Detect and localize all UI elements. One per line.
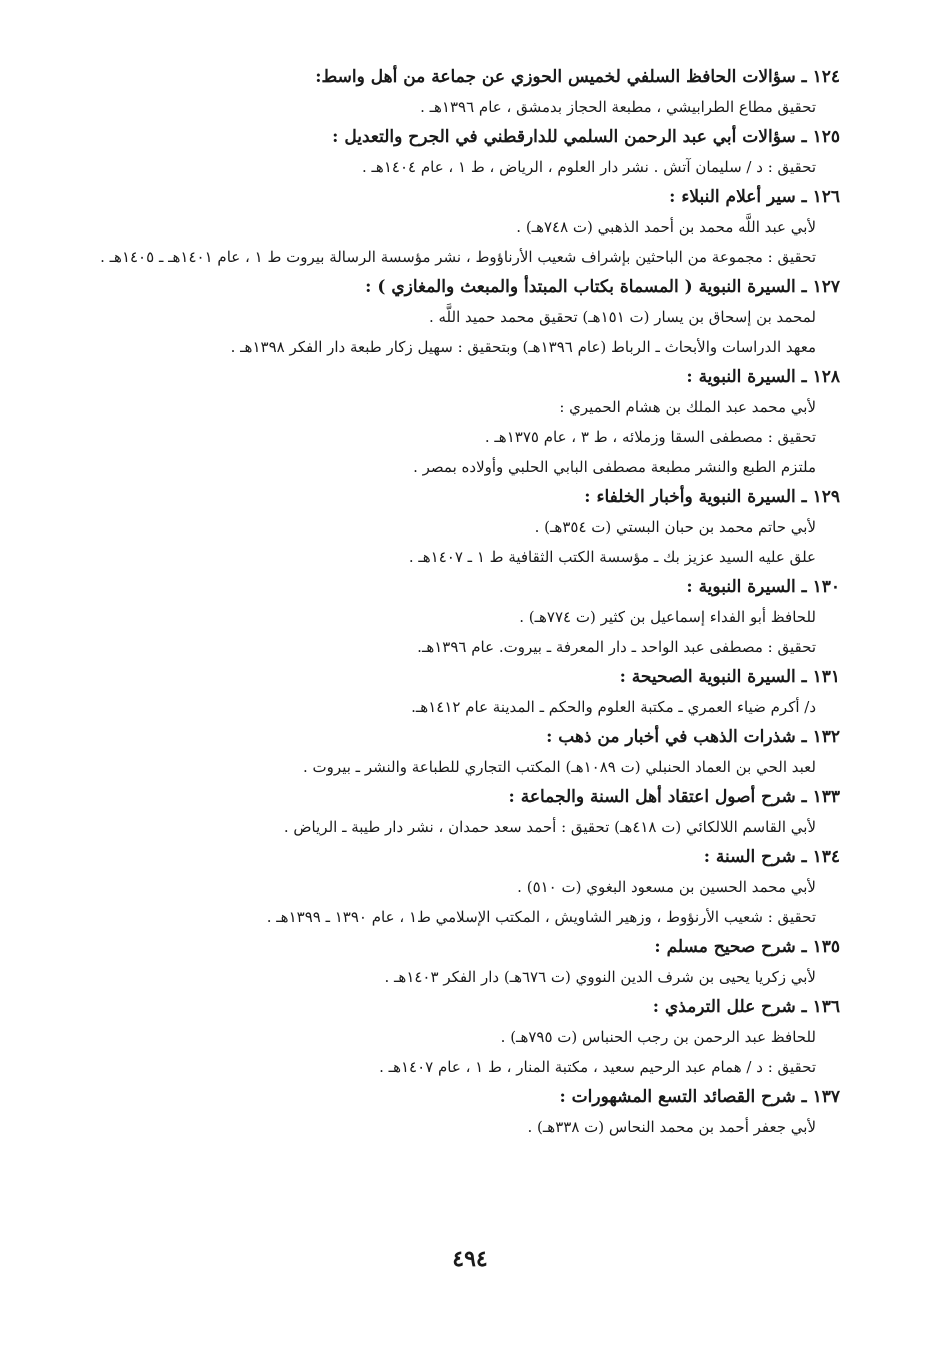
entry-separator: ـ [795, 67, 813, 87]
entry-title [80, 992, 840, 1022]
entry-detail-line: تحقيق : د / سليمان آتش . نشر دار العلوم ، الرياض ، ط ١ ، عام ١٤٠٤هـ . [361, 158, 816, 176]
entry-title-text: شرح السنة : [703, 847, 796, 867]
entry-title-text: السيرة النبوية : [686, 367, 796, 387]
entry-title [80, 62, 840, 92]
entry-title [80, 122, 840, 152]
entry-detail-line: تحقيق : شعيب الأرنؤوط ، وزهير الشاويش ، المكتب الإسلامي ط١ ، عام ١٣٩٠ ـ ١٣٩٩هـ . [266, 908, 816, 926]
bibliography-entry [80, 722, 840, 782]
entry-detail-line: تحقيق : د / همام عبد الرحيم سعيد ، مكتبة المنار ، ط ١ ، عام ١٤٠٧هـ . [379, 1058, 816, 1076]
entry-number: ١٣٣ [812, 787, 840, 807]
entry-separator: ـ [795, 487, 813, 507]
bibliography-entry [80, 1082, 840, 1142]
entry-title [80, 842, 840, 872]
bibliography-entry [80, 842, 840, 932]
entry-title-text: شرح علل الترمذي : [652, 997, 796, 1017]
entry-number: ١٢٦ [812, 187, 840, 207]
bibliography-entry [80, 122, 840, 182]
entry-number: ١٢٩ [812, 487, 840, 507]
entry-number: ١٢٥ [812, 127, 840, 147]
entry-title [80, 1082, 840, 1112]
entry-detail-line: لأبي حاتم محمد بن حبان البستي (ت ٣٥٤هـ) . [534, 518, 816, 536]
entry-separator: ـ [795, 187, 813, 207]
entry-detail-line: لأبي محمد عبد الملك بن هشام الحميري : [559, 398, 816, 416]
entry-title [80, 572, 840, 602]
entry-detail-line: لمحمد بن إسحاق بن يسار (ت ١٥١هـ) تحقيق محمد حميد اللَّه . [428, 308, 816, 326]
entry-separator: ـ [795, 1087, 813, 1107]
entry-number: ١٣٤ [812, 847, 840, 867]
entry-number: ١٣١ [812, 667, 840, 687]
entry-separator: ـ [795, 847, 813, 867]
entry-title [80, 182, 840, 212]
bibliography-list [80, 62, 840, 1142]
entry-separator: ـ [795, 667, 813, 687]
bibliography-entry [80, 482, 840, 572]
entry-title [80, 722, 840, 752]
entry-title [80, 782, 840, 812]
page-number: ٤٩٤ [452, 1246, 488, 1272]
bibliography-entry [80, 662, 840, 722]
bibliography-entry [80, 362, 840, 482]
entry-title [80, 662, 840, 692]
entry-title-text: سؤالات الحافظ السلفي لخميس الحوزي عن جماعة من أهل واسط: [315, 67, 796, 87]
entry-title-text: سؤالات أبي عبد الرحمن السلمي للدارقطني في الجرح والتعديل : [332, 127, 796, 147]
entry-separator: ـ [795, 577, 813, 597]
bibliography-entry [80, 572, 840, 662]
entry-detail-line: تحقيق مطاع الطرابيشي ، مطبعة الحجاز بدمشق ، عام ١٣٩٦هـ . [420, 98, 816, 116]
entry-separator: ـ [795, 787, 813, 807]
bibliography-entry [80, 62, 840, 122]
entry-detail-line: معهد الدراسات والأبحاث ـ الرباط (عام ١٣٩٦هـ) وبتحقيق : سهيل زكار طبعة دار الفكر ١٣٩٨هـ . [230, 338, 816, 356]
entry-title [80, 932, 840, 962]
entry-detail-line: علق عليه السيد عزيز بك ـ مؤسسة الكتب الثقافية ط ١ ـ ١٤٠٧هـ . [408, 548, 816, 566]
entry-title [80, 272, 840, 302]
entry-detail-line: تحقيق : مجموعة من الباحثين بإشراف شعيب الأرناؤوط ، نشر مؤسسة الرسالة بيروت ط ١ ، عام ١٤٠١هـ ـ ١٤٠٥هـ . [100, 248, 816, 266]
entry-separator: ـ [795, 727, 813, 747]
entry-detail-line: للحافظ عبد الرحمن بن رجب الحنباس (ت ٧٩٥هـ) . [500, 1028, 816, 1046]
entry-number: ١٢٧ [812, 277, 840, 297]
entry-separator: ـ [795, 997, 813, 1017]
entry-title-text: السيرة النبوية ( المسماة بكتاب المبتدأ والمبعث والمغازي ) : [365, 277, 796, 297]
entry-title-text: شرح القصائد التسع المشهورات : [559, 1087, 796, 1107]
entry-detail-line: ملتزم الطبع والنشر مطبعة مصطفى البابي الحلبي وأولاده بمصر . [413, 458, 816, 476]
entry-separator: ـ [795, 127, 813, 147]
entry-detail-line: تحقيق : مصطفى عبد الواحد ـ دار المعرفة ـ بيروت. عام ١٣٩٦هـ. [417, 638, 816, 656]
entry-detail-line: لأبي محمد الحسين بن مسعود البغوي (ت ٥١٠) . [517, 878, 816, 896]
entry-detail-line: لأبي عبد اللَّه محمد بن أحمد الذهبي (ت ٧٤٨هـ) . [516, 218, 816, 236]
entry-number: ١٣٥ [812, 937, 840, 957]
entry-detail-line: للحافظ أبو الفداء إسماعيل بن كثير (ت ٧٧٤هـ) . [519, 608, 816, 626]
entry-title [80, 482, 840, 512]
entry-number: ١٣٦ [812, 997, 840, 1017]
entry-detail-line: د/ أكرم ضياء العمري ـ مكتبة العلوم والحكم ـ المدينة عام ١٤١٢هـ. [411, 698, 816, 716]
entry-separator: ـ [795, 367, 813, 387]
entry-title-text: السيرة النبوية الصحيحة : [619, 667, 796, 687]
entry-title [80, 362, 840, 392]
bibliography-entry [80, 782, 840, 842]
entry-detail-line: لأبي زكريا يحيى بن شرف الدين النووي (ت ٦٧٦هـ) دار الفكر ١٤٠٣هـ . [384, 968, 816, 986]
entry-separator: ـ [795, 937, 813, 957]
entry-title-text: السيرة النبوية : [686, 577, 796, 597]
entry-detail-line: تحقيق : مصطفى السقا وزملائه ، ط ٣ ، عام ١٣٧٥هـ . [484, 428, 816, 446]
entry-number: ١٣٧ [812, 1087, 840, 1107]
entry-separator: ـ [795, 277, 813, 297]
entry-detail-line: لأبي جعفر أحمد بن محمد النحاس (ت ٣٣٨هـ) . [527, 1118, 816, 1136]
entry-number: ١٢٤ [812, 67, 840, 87]
bibliography-entry [80, 272, 840, 362]
entry-number: ١٣٢ [812, 727, 840, 747]
bibliography-entry [80, 932, 840, 992]
bibliography-entry [80, 182, 840, 272]
entry-number: ١٣٠ [812, 577, 840, 597]
entry-title-text: شذرات الذهب في أخبار من ذهب : [546, 727, 796, 747]
bibliography-entry [80, 992, 840, 1082]
entry-title-text: شرح أصول اعتقاد أهل السنة والجماعة : [508, 787, 796, 807]
entry-title-text: سير أعلام النبلاء : [669, 187, 796, 207]
entry-title-text: شرح صحيح مسلم : [654, 937, 796, 957]
entry-number: ١٢٨ [812, 367, 840, 387]
entry-title-text: السيرة النبوية وأخبار الخلفاء : [584, 487, 796, 507]
entry-detail-line: لعبد الحي بن العماد الحنبلي (ت ١٠٨٩هـ) المكتب التجاري للطباعة والنشر ـ بيروت . [303, 758, 816, 776]
entry-detail-line: لأبي القاسم اللالكائي (ت ٤١٨هـ) تحقيق : أحمد سعد حمدان ، نشر دار طيبة ـ الرياض . [283, 818, 816, 836]
